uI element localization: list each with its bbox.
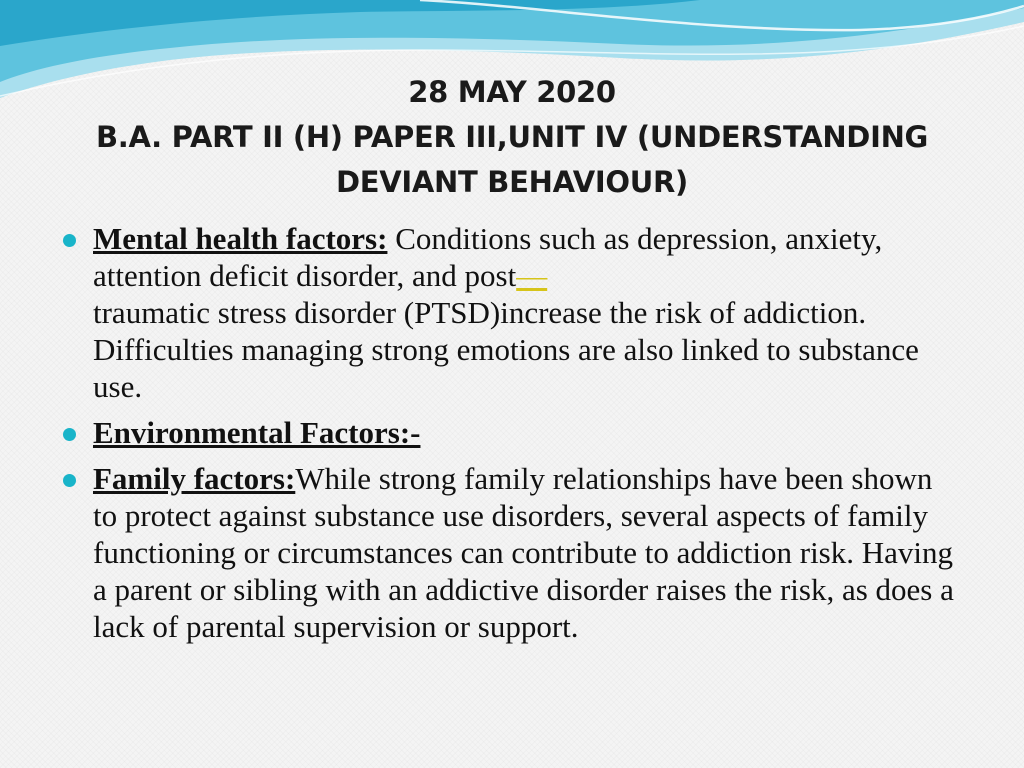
bullet-text: While strong family relationships have been shown to protect against substance use disorders, several aspects of family functioning or circumstances can contribute to addiction risk. Having a parent or sibling with an addictive disorder raises the risk, as does a lack of parental supervision or support. — [93, 461, 954, 644]
hyphen-link-mark: — — [516, 258, 548, 293]
title-topic: DEVIANT BEHAVIOUR) — [336, 165, 688, 199]
bullet-label: Environmental Factors:- — [93, 415, 421, 450]
bullet-dot-icon — [63, 428, 76, 441]
title-date: 28 MAY 2020 — [408, 75, 616, 109]
bullet-dot-icon — [63, 474, 76, 487]
bullet-label: Family factors: — [93, 461, 296, 496]
slide-title — [0, 70, 1024, 205]
bullet-text: Conditions such as depression, anxiety, attention deficit disorder, and post — [93, 221, 883, 293]
bullet-text-continued: traumatic stress disorder (PTSD)increase the risk of addiction. Difficulties managing strong emotions are also linked to substance use. — [93, 295, 919, 404]
bullet-item-mental-health — [60, 220, 960, 405]
bullet-label: Mental health factors: — [93, 221, 388, 256]
bullet-item-environmental — [60, 414, 960, 451]
bullet-item-family — [60, 460, 960, 645]
title-course: B.A. PART II (H) PAPER III,UNIT IV (UNDERSTANDING — [95, 120, 929, 154]
bullet-list — [60, 220, 960, 654]
bullet-dot-icon — [63, 234, 76, 247]
